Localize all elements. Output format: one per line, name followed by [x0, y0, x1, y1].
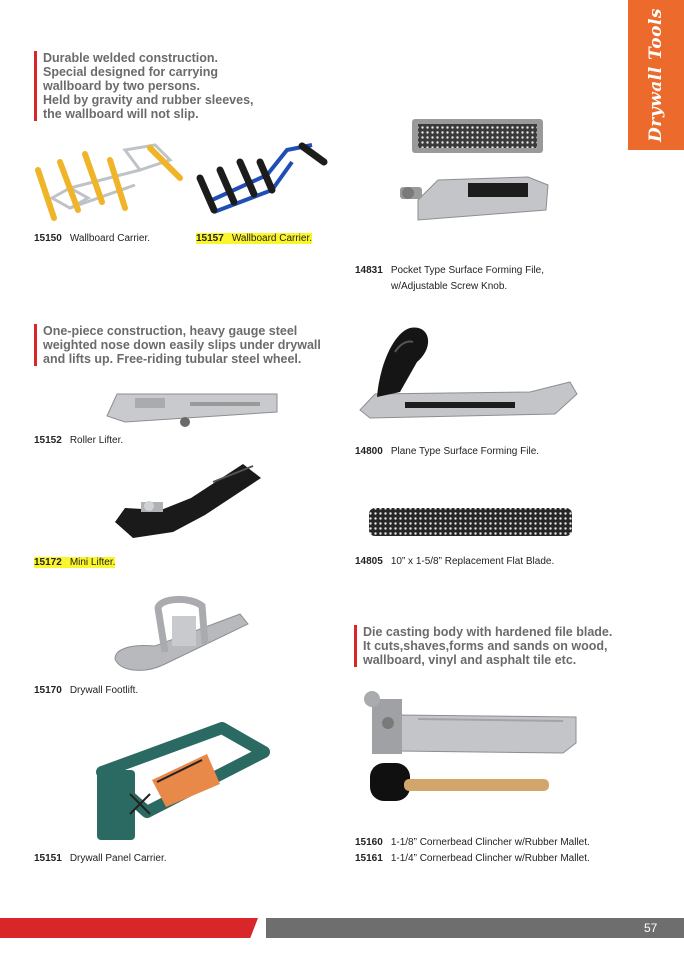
drywall-panel-carrier-image	[92, 722, 270, 844]
caption-15161: 15161 1-1/4” Cornerbead Clincher w/Rubber Mallet.	[355, 853, 590, 864]
carrier-description: Durable welded construction. Special designed for carrying wallboard by two persons. Held by gravity and rubber sleeves, the wallboard will not slip.	[34, 51, 254, 121]
plane-file-image	[355, 322, 580, 422]
pocket-file-blade-image	[410, 115, 545, 157]
caption-15170: 15170 Drywall Footlift.	[34, 685, 139, 696]
pocket-file-image	[398, 165, 550, 230]
caption-15172: 15172 Mini Lifter.	[34, 557, 116, 568]
cornerbead-clincher-image	[358, 685, 580, 815]
roller-lifter-image	[105, 388, 280, 428]
footer-red-bar	[0, 918, 258, 938]
footer-gray-bar	[266, 918, 684, 938]
lifter-description: One-piece construction, heavy gauge steel weighted nose down easily slips under drywall and lifts up. Free-riding tubular steel wheel.	[34, 324, 321, 366]
section-tab	[628, 0, 684, 150]
page-number: 57	[644, 921, 658, 935]
wallboard-carrier-blue-image	[192, 140, 332, 225]
file-description: Die casting body with hardened file blade. It cuts,shaves,forms and sands on wood, wallboard, vinyl and asphalt tile etc.	[354, 625, 612, 667]
drywall-footlift-image	[110, 594, 250, 676]
caption-14805: 14805 10” x 1-5/8” Replacement Flat Blade.	[355, 556, 555, 567]
replacement-blade-image	[368, 506, 573, 538]
mini-lifter-image	[113, 460, 263, 542]
caption-15160: 15160 1-1/8” Cornerbead Clincher w/Rubber Mallet.	[355, 837, 590, 848]
caption-15152: 15152 Roller Lifter.	[34, 435, 124, 446]
caption-15151: 15151 Drywall Panel Carrier.	[34, 853, 167, 864]
section-tab-label: Drywall Tools	[646, 8, 666, 142]
caption-15157: 15157 Wallboard Carrier.	[196, 233, 313, 244]
wallboard-carrier-yellow-image	[30, 140, 185, 225]
caption-15150: 15150 Wallboard Carrier.	[34, 233, 151, 244]
caption-14800: 14800 Plane Type Surface Forming File.	[355, 446, 540, 457]
caption-14831: 14831 Pocket Type Surface Forming File,	[355, 265, 545, 276]
caption-14831-line2: w/Adjustable Screw Knob.	[391, 281, 508, 292]
